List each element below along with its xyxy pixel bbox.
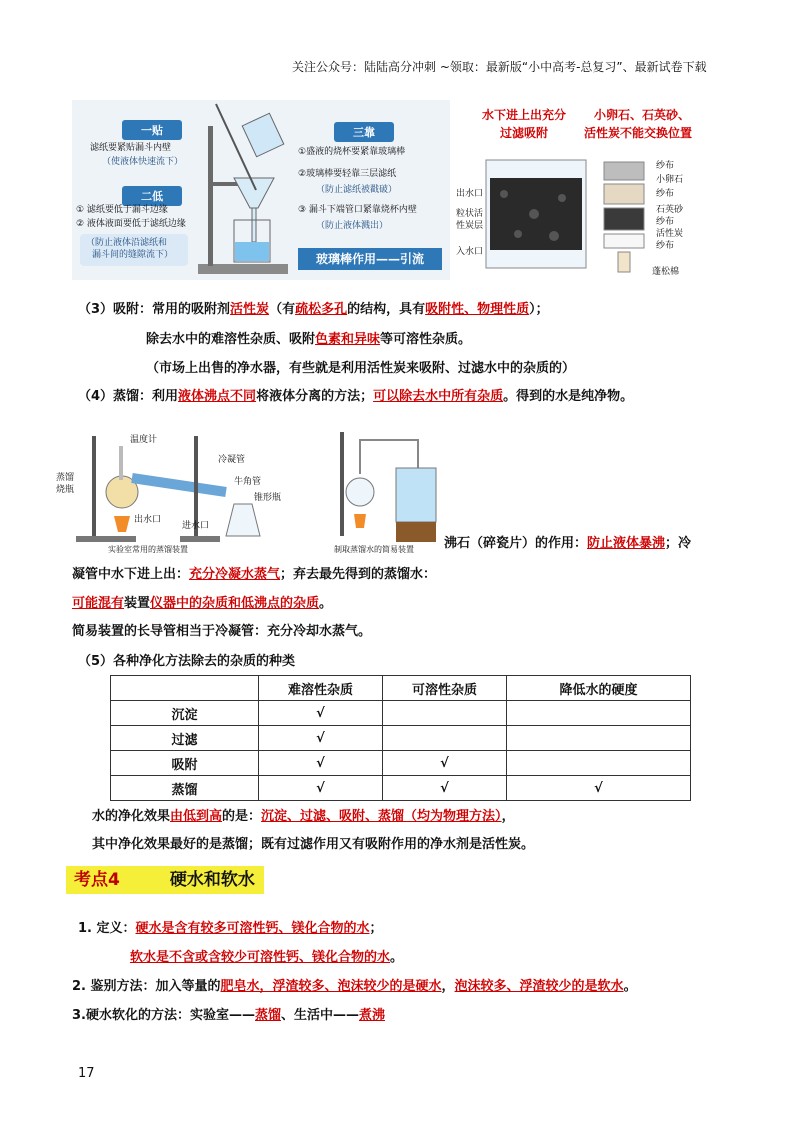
hw-j-a: 2. 鉴别方法：加入等量的 xyxy=(72,979,221,994)
hw-d2-end: 。 xyxy=(390,950,404,965)
thermometer-label: 温度计 xyxy=(130,435,158,445)
section3-line2 xyxy=(146,328,471,347)
s4-e: 。得到的水是纯净物。 xyxy=(503,389,634,404)
kaodian-title: 硬水和软水 xyxy=(169,870,255,890)
table-header: 难溶性杂质 xyxy=(259,676,383,701)
simple-distillation-drawing xyxy=(326,428,442,556)
er-di-line3: （防止液体沿滤纸和 xyxy=(86,238,168,248)
yi-tie-line1: 滤纸要紧贴漏斗内壁 xyxy=(90,143,172,153)
yi-tie-line2: （使液体快速流下） xyxy=(102,157,184,167)
table-row xyxy=(111,726,691,751)
table-row xyxy=(111,701,691,726)
table-cell: 沉淀 xyxy=(111,701,259,726)
carbon-granule xyxy=(529,209,539,219)
funnel xyxy=(234,178,274,208)
san-kao-line1: ①盛液的烧杯要紧靠玻璃棒 xyxy=(298,147,406,157)
adsorb-red-note2a: 小卵石、石英砂、 xyxy=(594,108,691,122)
hw-j-c: ， xyxy=(441,979,455,994)
flask-label-a: 蒸馏 xyxy=(56,473,75,483)
er-di-note xyxy=(80,234,188,266)
hard-water-identify xyxy=(72,975,637,994)
table-cell: √ xyxy=(259,776,383,801)
pebble-layer xyxy=(604,162,644,180)
thermometer-tube xyxy=(119,446,123,480)
san-kao-line5: （防止液体溅出） xyxy=(316,221,389,231)
table-header xyxy=(111,676,259,701)
layer-gauze-4: 纱布 xyxy=(656,241,675,251)
sum-l1-b: 由低到高 xyxy=(170,809,223,824)
yi-tie-title: 一贴 xyxy=(122,120,182,140)
layer-gauze-2: 纱布 xyxy=(656,189,675,199)
s3-l1-b: 活性炭 xyxy=(230,302,270,317)
hw-s-b: 蒸馏 xyxy=(254,1008,281,1023)
adsorb-red-note2b: 活性炭不能交换位置 xyxy=(584,126,693,140)
hw-j-b: 肥皂水，浮渣较多、泡沫较少的是硬水 xyxy=(220,979,442,994)
flame xyxy=(114,516,130,532)
layer-gauze-1: 纱布 xyxy=(656,161,675,171)
table-cell xyxy=(383,701,507,726)
table-row xyxy=(111,751,691,776)
layer-pebble: 小卵石 xyxy=(656,175,684,185)
s3-l2-a: 除去水中的难溶性杂质、吸附 xyxy=(146,332,316,347)
san-kao-title: 三靠 xyxy=(334,122,394,142)
distill-note-line3 xyxy=(72,592,332,611)
sum-l1-d: 沉淀、过滤、吸附、蒸馏（均为物理方法） xyxy=(261,809,502,824)
stand-rod xyxy=(208,126,213,266)
filtration-figure xyxy=(72,100,450,280)
page-header: 关注公众号：陆陆高分冲刺 ~领取：最新版“小中高考-总复习”、最新试卷下载 xyxy=(292,60,707,74)
beaker-upper xyxy=(242,113,284,156)
beaker-water xyxy=(235,242,269,261)
table-cell xyxy=(507,701,691,726)
dn-l3-b: 装置 xyxy=(124,596,151,611)
purification-table xyxy=(110,675,691,801)
hw-d-b: 硬水是含有较多可溶性钙、镁化合物的水 xyxy=(135,921,370,936)
bottle-neck xyxy=(618,252,630,272)
hw-j-d: 泡沫较多、浮渣较少的是软水 xyxy=(454,979,624,994)
dn-l1-a: 沸石（碎瓷片）的作用： xyxy=(444,536,588,551)
layer-cotton: 蓬松棉 xyxy=(652,267,680,277)
adsorb-red-note1b: 过滤吸附 xyxy=(500,126,549,140)
condenser-tube xyxy=(132,478,226,492)
hard-water-def1 xyxy=(78,917,383,936)
table-cell: 过滤 xyxy=(111,726,259,751)
summary-line1 xyxy=(92,805,515,824)
bull-tube-label: 牛角管 xyxy=(234,477,262,487)
lab-caption: 实验室常用的蒸馏装置 xyxy=(108,545,188,554)
cone-flask-label: 锥形瓶 xyxy=(254,493,282,503)
sum-l1-c: 的是： xyxy=(222,809,262,824)
carbon-granule xyxy=(500,190,508,198)
dn-l2-b: 充分冷凝水蒸气 xyxy=(189,567,281,582)
quartz-sand-layer xyxy=(604,184,644,204)
page-number: 17 xyxy=(78,1066,95,1081)
distill-note-line4: 简易装置的长导管相当于冷凝管：充分冷却水蒸气。 xyxy=(72,624,372,639)
carbon-filter-drawing xyxy=(484,154,588,274)
hard-water-def2 xyxy=(130,946,403,965)
table-header-row xyxy=(111,676,691,701)
stand-base xyxy=(76,536,136,542)
section3-line3: （市场上出售的净水器，有些就是利用活性炭来吸附、过滤水中的杂质的） xyxy=(146,361,576,376)
table-cell xyxy=(507,726,691,751)
carbon-label-b: 性炭层 xyxy=(456,221,484,231)
hw-s-c: 、生活中—— xyxy=(281,1008,360,1023)
activated-carbon-layer xyxy=(604,208,644,230)
simple-caption: 制取蒸馏水的简易装置 xyxy=(334,545,414,554)
dn-l3-d: 。 xyxy=(319,596,333,611)
s3-l2-c: 等可溶性杂质。 xyxy=(380,332,472,347)
adsorb-red-note1a: 水下进上出充分 xyxy=(482,108,567,122)
funnel-stem xyxy=(252,208,256,242)
dn-l2-c: ；弃去最先得到的蒸馏水： xyxy=(280,567,437,582)
table-cell xyxy=(383,726,507,751)
dn-l1-c: ；冷 xyxy=(665,536,692,551)
table-cell: √ xyxy=(507,776,691,801)
outlet-label: 出水口 xyxy=(456,189,484,199)
table-cell: √ xyxy=(259,701,383,726)
condenser-label: 冷凝管 xyxy=(218,455,246,465)
flask xyxy=(346,478,374,506)
adsorption-figure xyxy=(456,100,716,280)
summary-line2: 其中净化效果最好的是蒸馏；既有过滤作用又有吸附作用的净水剂是活性炭。 xyxy=(92,837,535,852)
s3-l1-c: （有 xyxy=(269,302,296,317)
er-di-line4: 漏斗间的缝隙流下） xyxy=(92,250,174,260)
carbon-granule xyxy=(514,230,522,238)
carbon-granule xyxy=(549,231,559,241)
dn-l1-b: 防止液体暴沸 xyxy=(587,536,666,551)
s3-l1-d: 疏松多孔 xyxy=(295,302,348,317)
filtration-apparatus xyxy=(190,100,300,280)
cotton-layer xyxy=(604,234,644,248)
table-cell: 吸附 xyxy=(111,751,259,776)
hw-d-a: 1. 定义： xyxy=(78,921,136,936)
flask-label-b: 烧瓶 xyxy=(56,485,75,495)
table-header: 降低水的硬度 xyxy=(507,676,691,701)
s4-c: 将液体分离的方法； xyxy=(256,389,374,404)
glass-rod xyxy=(216,104,256,190)
dn-l3-a: 可能混有 xyxy=(72,596,125,611)
layer-carbon: 活性炭 xyxy=(656,229,684,239)
kaodian-banner xyxy=(66,866,264,894)
distill-note-line2 xyxy=(72,563,436,582)
san-kao-line4: ③ 漏斗下端管口紧靠烧杯内壁 xyxy=(298,205,417,215)
layer-gauze-3: 纱布 xyxy=(656,217,675,227)
outlet-label-distill: 出水口 xyxy=(134,515,162,525)
san-kao-line3: （防止滤纸被戳破） xyxy=(316,185,398,195)
table-cell: √ xyxy=(383,776,507,801)
hw-j-e: 。 xyxy=(623,979,637,994)
table-cell: √ xyxy=(383,751,507,776)
flame xyxy=(354,514,366,528)
table-cell xyxy=(507,751,691,776)
wood-block xyxy=(396,522,436,542)
section4-line xyxy=(78,385,633,404)
table-cell: 蒸馏 xyxy=(111,776,259,801)
s3-l1-g: ）； xyxy=(529,302,549,317)
sum-l1-a: 水的净化效果 xyxy=(92,809,171,824)
distillation-figure-lab xyxy=(56,428,306,556)
carbon-label-a: 粒状活 xyxy=(456,209,484,219)
table-cell: √ xyxy=(259,726,383,751)
beaker xyxy=(396,468,436,522)
s3-l1-f: 吸附性、物理性质 xyxy=(425,302,530,317)
hard-water-soften xyxy=(72,1004,385,1023)
s3-l1-a: （3）吸附：常用的吸附剂 xyxy=(78,302,231,317)
table-header: 可溶性杂质 xyxy=(383,676,507,701)
s4-b: 液体沸点不同 xyxy=(178,389,257,404)
san-kao-line2: ②玻璃棒要轻靠三层滤纸 xyxy=(298,169,397,179)
distill-note-line1 xyxy=(444,532,691,551)
glass-rod-role: 玻璃棒作用——引流 xyxy=(298,248,442,270)
layer-quartz: 石英砂 xyxy=(656,205,684,215)
section5-title: （5）各种净化方法除去的杂质的种类 xyxy=(78,654,296,669)
table-row xyxy=(111,776,691,801)
sum-l1-e: ， xyxy=(501,809,515,824)
kaodian-number: 考点4 xyxy=(74,870,120,890)
hw-d-c: ； xyxy=(369,921,383,936)
er-di-title: 二低 xyxy=(122,186,182,206)
dn-l3-c: 仪器中的杂质和低沸点的杂质 xyxy=(150,596,320,611)
stand-base-2 xyxy=(180,536,220,542)
hw-s-a: 3.硬水软化的方法：实验室—— xyxy=(72,1008,255,1023)
section3-line1 xyxy=(78,298,549,317)
er-di-line1: ① 滤纸要低于漏斗边缘 xyxy=(76,205,168,215)
carbon-granule xyxy=(558,194,566,202)
hw-d2: 软水是不含或含较少可溶性钙、镁化合物的水 xyxy=(130,950,391,965)
er-di-line2: ② 液体液面要低于滤纸边缘 xyxy=(76,219,186,229)
inlet-label: 入水口 xyxy=(456,247,484,257)
dn-l2-a: 凝管中水下进上出： xyxy=(72,567,190,582)
s3-l1-e: 的结构，具有 xyxy=(347,302,426,317)
simple-filter-drawing xyxy=(600,158,650,278)
table-cell: √ xyxy=(259,751,383,776)
s4-a: （4）蒸馏：利用 xyxy=(78,389,179,404)
hw-s-d: 煮沸 xyxy=(359,1008,386,1023)
distillation-figure-simple xyxy=(326,428,442,556)
stand-rod xyxy=(340,432,344,536)
s4-d: 可以除去水中所有杂质 xyxy=(373,389,504,404)
inlet-label-distill: 进水口 xyxy=(182,521,210,531)
stand-rod xyxy=(92,436,96,540)
s3-l2-b: 色素和异味 xyxy=(315,332,381,347)
conical-flask xyxy=(226,504,260,536)
